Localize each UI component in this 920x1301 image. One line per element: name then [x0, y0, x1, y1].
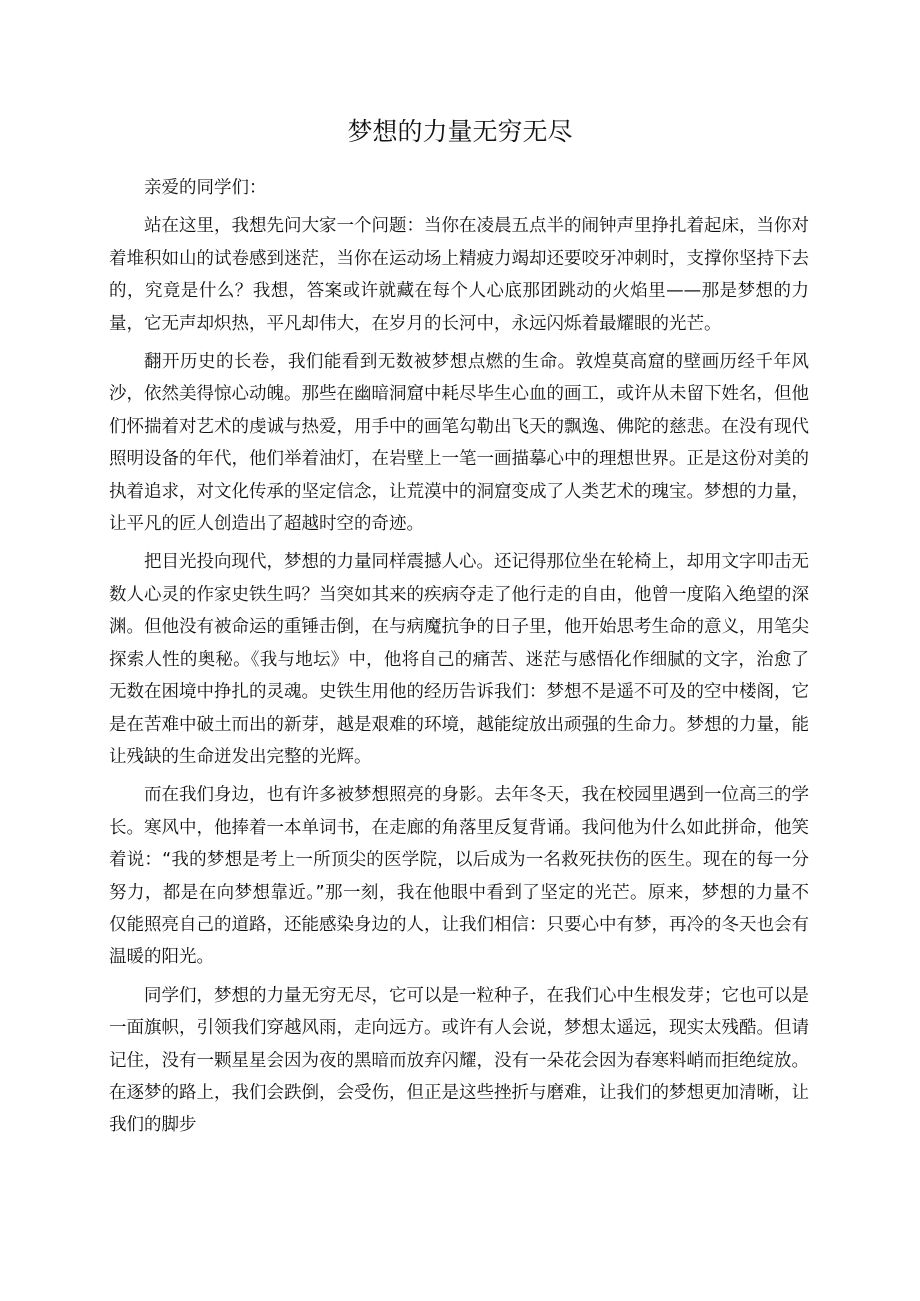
paragraph-3: 把目光投向现代，梦想的力量同样震撼人心。还记得那位坐在轮椅上，却用文字叩击无数人心灵的作家史铁生吗？当突如其来的疾病夺走了他行走的自由，他曾一度陷入绝望的深渊。但他没有被命运的重锤击倒，在与病魔抗争的日子里，他开始思考生命的意义，用笔尖探索人性的奥秘。《我与地坛》中，他将自己的痛苦、迷茫与感悟化作细腻的文字，治愈了无数在困境中挣扎的灵魂。史铁生用他的经历告诉我们：梦想不是遥不可及的空中楼阁，它是在苦难中破土而出的新芽，越是艰难的环境，越能绽放出顽强的生命力。梦想的力量，能让残缺的生命迸发出完整的光辉。 [109, 552, 809, 767]
paragraph-1: 站在这里，我想先问大家一个问题：当你在凌晨五点半的闹钟声里挣扎着起床，当你对着堆积如山的试卷感到迷茫，当你在运动场上精疲力竭却还要咬牙冲刺时，支撑你坚持下去的，究竟是什么？我想，答案或许就藏在每个人心底那团跳动的火焰里——那是梦想的力量，它无声却炽热，平凡却伟大，在岁月的长河中，永远闪烁着最耀眼的光芒。 [109, 216, 809, 334]
paragraph-4: 而在我们身边，也有许多被梦想照亮的身影。去年冬天，我在校园里遇到一位高三的学长。寒风中，他捧着一本单词书，在走廊的角落里反复背诵。我问他为什么如此拼命，他笑着说：“我的梦想是考上一所顶尖的医学院，以后成为一名救死扶伤的医生。现在的每一分努力，都是在向梦想靠近。”那一刻，我在他眼中看到了坚定的光芒。原来，梦想的力量不仅能照亮自己的道路，还能感染身边的人，让我们相信：只要心中有梦，再冷的冬天也会有温暖的阳光。 [109, 785, 809, 968]
document-body [109, 172, 809, 1142]
greeting-line: 亲爱的同学们： [144, 178, 267, 198]
document-title: 梦想的力量无穷无尽 [347, 117, 573, 146]
paragraph-5: 同学们，梦想的力量无穷无尽，它可以是一粒种子，在我们心中生根发芽；它也可以是一面旗帜，引领我们穿越风雨，走向远方。或许有人会说，梦想太遥远，现实太残酷。但请记住，没有一颗星星会因为夜的黑暗而放弃闪耀，没有一朵花会因为春寒料峭而拒绝绽放。在逐梦的路上，我们会跌倒，会受伤，但正是这些挫折与磨难，让我们的梦想更加清晰，让我们的脚步 [109, 985, 809, 1136]
paragraph-2: 翻开历史的长卷，我们能看到无数被梦想点燃的生命。敦煌莫高窟的壁画历经千年风沙，依然美得惊心动魄。那些在幽暗洞窟中耗尽毕生心血的画工，或许从未留下姓名，但他们怀揣着对艺术的虔诚与热爱，用手中的画笔勾勒出飞天的飘逸、佛陀的慈悲。在没有现代照明设备的年代，他们举着油灯，在岩壁上一笔一画描摹心中的理想世界。正是这份对美的执着追求，对文化传承的坚定信念，让荒漠中的洞窟变成了人类艺术的瑰宝。梦想的力量，让平凡的匠人创造出了超越时空的奇迹。 [109, 352, 809, 535]
